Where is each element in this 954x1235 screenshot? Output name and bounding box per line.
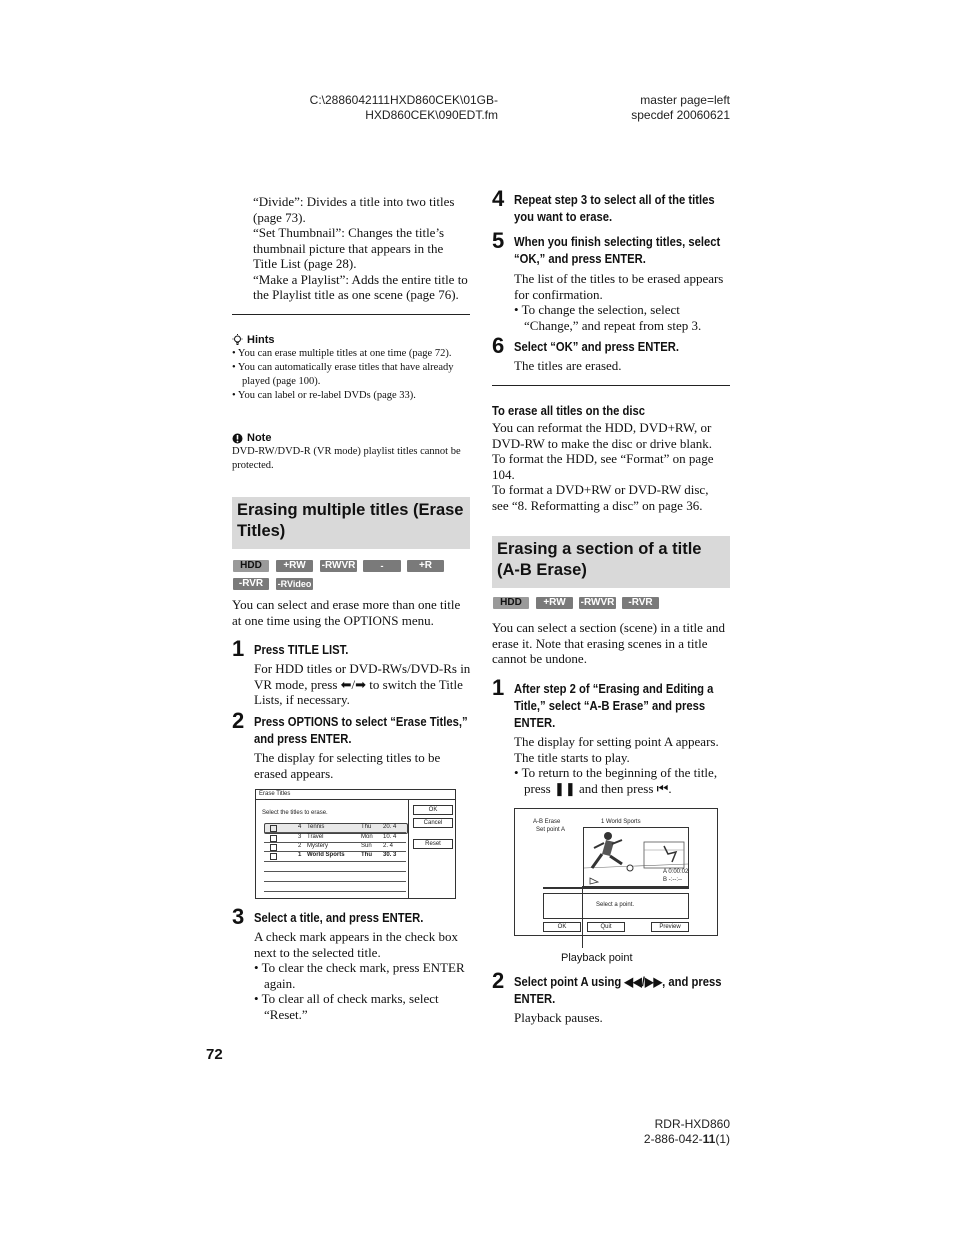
step-number-1: 1 bbox=[232, 636, 245, 661]
table-row[interactable]: 4 Tennis Thu 20. 4 bbox=[270, 824, 400, 833]
step1-title: Press TITLE LIST. bbox=[254, 643, 349, 657]
badge-minus-rw-vr: -RWVR bbox=[321, 560, 356, 571]
step3-title: Select a title, and press ENTER. bbox=[254, 911, 424, 925]
note-text: DVD-RW/DVD-R (VR mode) playlist titles cannot be protected. bbox=[232, 446, 461, 471]
step2-title: Press OPTIONS to select “Erase Titles,” and press ENTER. bbox=[254, 715, 468, 746]
checkbox[interactable] bbox=[270, 853, 277, 860]
checkbox[interactable] bbox=[270, 835, 277, 842]
step5-title: When you finish selecting titles, select “OK,” and press ENTER. bbox=[514, 235, 721, 266]
reset-button[interactable]: Reset bbox=[413, 839, 453, 849]
step5-bullets bbox=[514, 302, 732, 333]
ok-button[interactable]: OK bbox=[413, 805, 453, 815]
list-item: • To clear all of check marks, select “Reset.” bbox=[254, 991, 439, 1022]
intro-erase-titles: You can select and erase more than one title at one time using the OPTIONS menu. bbox=[232, 597, 461, 628]
step-number-ab-1: 1 bbox=[492, 675, 505, 700]
section-heading-erase-titles: Erasing multiple titles (Erase Titles) bbox=[232, 497, 470, 549]
note-icon bbox=[232, 433, 243, 444]
erase-all-heading: To erase all titles on the disc bbox=[492, 404, 645, 418]
erase-titles-screen bbox=[255, 789, 456, 899]
time-point-b: B -:--:-- bbox=[663, 877, 682, 883]
ab-step1-title: After step 2 of “Erasing and Editing a Title,” select “A-B Erase” and press ENTER. bbox=[514, 682, 714, 730]
badge-plus-r: +R bbox=[407, 560, 444, 572]
step3-text: A check mark appears in the check box next to the selected title. bbox=[254, 929, 458, 960]
step-number-5: 5 bbox=[492, 228, 505, 253]
step3-bullets bbox=[254, 960, 472, 1022]
badge-minus-r-video: -RVideo bbox=[277, 579, 312, 589]
document-code: 2-886-042-11(1) bbox=[643, 1132, 730, 1146]
badge-minus-rw-video: -RWVideo bbox=[363, 561, 403, 583]
hint-item: • You can erase multiple titles at one time (page 72). bbox=[232, 348, 452, 359]
prompt-box bbox=[543, 893, 689, 919]
options-description: “Divide”: Divides a title into two titles (page 73). “Set Thumbnail”: Changes the title’s thumbnail picture that appears in the Title List (page 28). “Make a Playlist”: Adds the entire title to the Playlist title as one scene (page 76). bbox=[253, 194, 468, 302]
hints-list bbox=[232, 347, 472, 403]
table-row[interactable]: 3 Travel Mon 10. 4 bbox=[270, 834, 400, 843]
badge-minus-rw-vr: -RWVR bbox=[580, 597, 615, 608]
list-item: • To return to the beginning of the title, press ❚❚ and then press ⏮. bbox=[514, 765, 718, 796]
ab-step1-text: The display for setting point A appears. The title starts to play. bbox=[514, 734, 719, 765]
screen-label-set-point: Set point A bbox=[536, 827, 566, 833]
table-row[interactable]: 1 World Sports Thu 30. 3 bbox=[270, 852, 400, 861]
step4-title: Repeat step 3 to select all of the titles you want to erase. bbox=[514, 193, 715, 224]
badge-hdd: HDD bbox=[493, 597, 529, 609]
step2-text: The display for selecting titles to be erased appears. bbox=[254, 750, 441, 781]
hint-item: • You can automatically erase titles that have already played (page 100). bbox=[232, 362, 454, 387]
step-number-4: 4 bbox=[492, 186, 505, 211]
screen2-prompt: Select a point. bbox=[596, 902, 635, 908]
model-number: RDR-HXD860 bbox=[654, 1117, 730, 1131]
playback-point-label: Playback point bbox=[561, 952, 633, 964]
video-title: 1 World Sports bbox=[601, 819, 641, 825]
badge-plus-rw: +RW bbox=[536, 597, 573, 609]
badge-hdd: HDD bbox=[233, 560, 269, 572]
lightbulb-icon bbox=[232, 334, 243, 346]
screen-title: Erase Titles bbox=[259, 791, 291, 797]
table-row[interactable]: 2 Mystery Sun 2. 4 bbox=[270, 843, 400, 852]
step-number-ab-2: 2 bbox=[492, 968, 505, 993]
ab-step2-text: Playback pauses. bbox=[514, 1010, 603, 1025]
section-heading-ab-erase: Erasing a section of a title (A-B Erase) bbox=[492, 536, 730, 588]
erase-all-description: You can reformat the HDD, DVD+RW, or DVD-RW to make the disc or drive blank. To format the HDD, see “Format” on page 104. To format a DVD+RW or DVD-RW disc, see “8. Reformatting a disc” on page 36. bbox=[492, 420, 714, 513]
list-item: • To clear the check mark, press ENTER again. bbox=[254, 960, 465, 991]
file-path-line1: C:\2886042111HXD860CEK\01GB- bbox=[309, 93, 498, 107]
step1-text: For HDD titles or DVD-RWs/DVD-Rs in VR mode, press ⬅/➡ to switch the Title Lists, if necessary. bbox=[254, 661, 471, 707]
step-number-3: 3 bbox=[232, 904, 245, 929]
file-path-line2: HXD860CEK\090EDT.fm bbox=[365, 108, 498, 122]
checkbox[interactable] bbox=[270, 825, 277, 832]
master-page-line1: master page=left bbox=[640, 93, 730, 107]
step5-text: The list of the titles to be erased appears for confirmation. bbox=[514, 271, 724, 302]
hint-item: • You can label or re-label DVDs (page 33). bbox=[232, 390, 416, 401]
master-page-line2: specdef 20060621 bbox=[631, 108, 730, 122]
ab-step2-title: Select point A using ◀◀/▶▶, and press ENTER. bbox=[514, 975, 722, 1006]
screen-prompt: Select the titles to erase. bbox=[262, 810, 328, 816]
checkbox[interactable] bbox=[270, 844, 277, 851]
screen-label-ab-erase: A-B Erase bbox=[533, 819, 561, 825]
hints-label: Hints bbox=[247, 334, 275, 346]
time-point-a: A 0:00:02 bbox=[663, 869, 689, 875]
ab-step1-bullets bbox=[514, 765, 732, 796]
step6-title: Select “OK” and press ENTER. bbox=[514, 340, 680, 354]
step-number-2: 2 bbox=[232, 708, 245, 733]
badge-plus-rw: +RW bbox=[276, 560, 313, 572]
ab-erase-screen bbox=[514, 808, 718, 936]
quit-button[interactable]: Quit bbox=[587, 922, 625, 932]
playback-point-pointer bbox=[582, 886, 583, 948]
step6-text: The titles are erased. bbox=[514, 358, 622, 373]
cancel-button[interactable]: Cancel bbox=[413, 818, 453, 828]
step-number-6: 6 bbox=[492, 333, 505, 358]
ok-button[interactable]: OK bbox=[543, 922, 581, 932]
page-number: 72 bbox=[206, 1046, 223, 1063]
badge-minus-r-vr: -RVR bbox=[233, 578, 269, 590]
list-item: • To change the selection, select “Change,” and repeat from step 3. bbox=[514, 302, 702, 333]
intro-ab-erase: You can select a section (scene) in a title and erase it. Note that erasing scenes in a title cannot be undone. bbox=[492, 620, 725, 666]
preview-button[interactable]: Preview bbox=[651, 922, 689, 932]
note-label: Note bbox=[247, 432, 272, 444]
timeline-bar[interactable] bbox=[543, 887, 689, 889]
badge-minus-r-vr: -RVR bbox=[622, 597, 659, 609]
